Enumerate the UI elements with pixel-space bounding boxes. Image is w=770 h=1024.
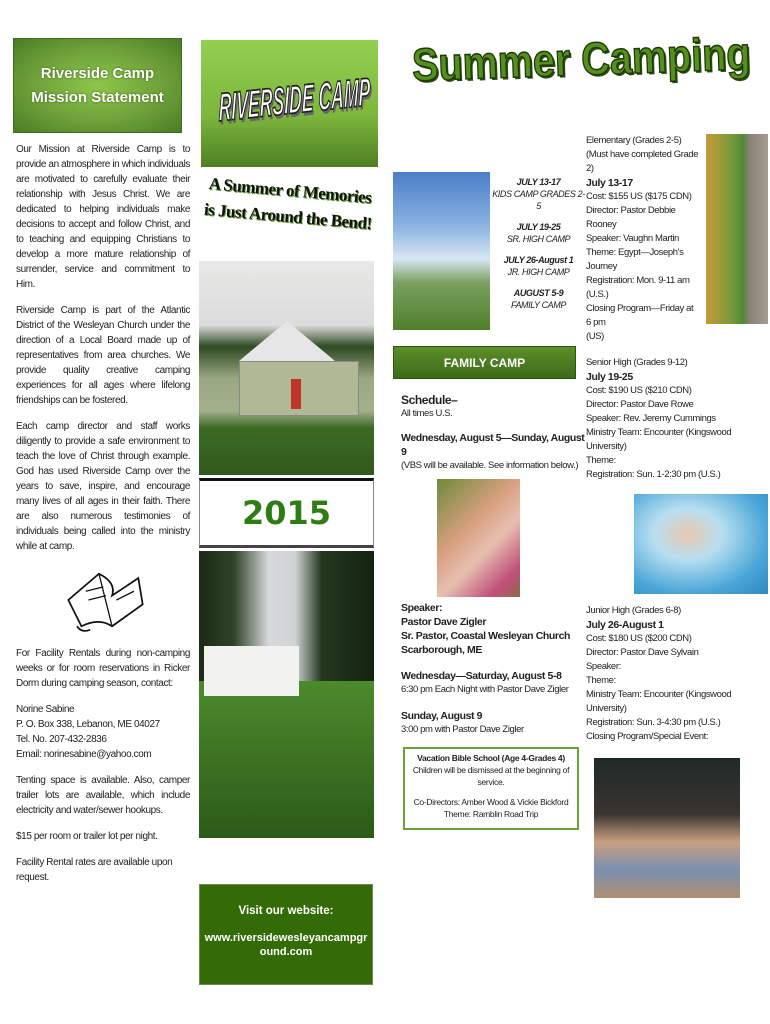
mission-heading-line1: Riverside Camp — [40, 64, 155, 82]
camp-date: AUGUST 5-9 — [513, 288, 564, 298]
camp-name: SR. HIGH CAMP — [506, 234, 571, 244]
dormitory-photo — [199, 551, 374, 838]
camp-date: JULY 19-25 — [516, 222, 561, 232]
vbs-theme: Theme: Ramblin Road Trip — [443, 809, 539, 819]
mission-heading-line2: Mission Statement — [31, 88, 164, 106]
mission-paragraph: Our Mission at Riverside Camp is to provide an atmosphere in which individuals are motivated to carefully evaluate their relationship with Jesus Christ. We are dedicated to helping individuals make decisions to accept and follow Christ, and to teaching and equipping Christians to develop a more mature relationship of surrender, service and commitment to Him. — [16, 144, 190, 290]
family-photo — [437, 479, 520, 597]
contact-name: Norine Sabine — [16, 704, 75, 715]
district-paragraph: Riverside Camp is part of the Atlantic District of the Wesleyan Church under the direction of a Local Board made up of representatives from area churches. We provide quality creative camping experiences for all ages where lifelong friendships can be fostered. — [16, 305, 190, 406]
camp-name: KIDS CAMP GRADES 2-5 — [492, 189, 585, 211]
speaker-role: Sr. Pastor, Coastal Wesleyan Church — [401, 630, 571, 642]
bible-icon — [58, 565, 153, 635]
elementary-info — [586, 134, 768, 344]
year: 2015 — [241, 494, 332, 532]
year-box — [199, 478, 374, 548]
speaker-name: Pastor Dave Zigler — [401, 616, 487, 628]
contact-address: P. O. Box 338, Lebanon, ME 04027 — [16, 719, 160, 730]
senior-high-title: Senior High (Grades 9-12) — [586, 357, 688, 368]
camp-name: JR. HIGH CAMP — [507, 267, 570, 277]
children-running-photo — [393, 172, 490, 330]
detail-line: (US) — [586, 331, 604, 342]
detail-line: Theme: — [586, 675, 616, 686]
senior-high-date: July 19-25 — [586, 371, 633, 383]
left-column — [16, 142, 190, 896]
riverside-camp-title: RIVERSIDE CAMP — [218, 69, 371, 131]
speaker-label: Speaker: — [401, 602, 443, 614]
junior-high-info — [586, 604, 768, 744]
price-text: $15 per room or trailer lot per night. — [16, 831, 158, 842]
riverside-camp-banner — [201, 40, 378, 167]
vbs-dismiss-note: Children will be dismissed at the beginning of service. — [412, 765, 570, 787]
camp-date-jr-high — [492, 254, 585, 278]
sunday-detail: 3:00 pm with Pastor Dave Zigler — [401, 724, 524, 735]
tagline-line1: A Summer of Memories — [208, 173, 373, 208]
detail-line: Ministry Team: Encounter (Kingswood University) — [586, 427, 732, 452]
contact-block — [16, 702, 190, 762]
sunday-heading: Sunday, August 9 — [401, 710, 483, 722]
elementary-title: Elementary (Grades 2-5) — [586, 135, 682, 146]
junior-high-date: July 26-August 1 — [586, 619, 664, 631]
speaker-location: Scarborough, ME — [401, 644, 482, 656]
summer-camping-title: Summer Camping — [411, 26, 752, 91]
detail-line: Theme: — [586, 455, 616, 466]
family-camp-banner — [393, 346, 576, 379]
vbs-box — [403, 747, 579, 830]
vbs-title: Vacation Bible School (Age 4-Grades 4) — [417, 753, 565, 763]
website-label: Visit our website: — [238, 905, 334, 917]
detail-line: Speaker: Rev. Jeremy Cummings — [586, 413, 716, 424]
vbs-note: (VBS will be available. See information below.) — [401, 460, 579, 471]
website-link[interactable]: www.riversidewesleyancampground.com — [204, 932, 368, 958]
family-column — [393, 172, 585, 830]
junior-high-title: Junior High (Grades 6-8) — [586, 605, 681, 616]
contact-phone: Tel. No. 207-432-2836 — [16, 734, 107, 745]
weeknight-heading: Wednesday—Saturday, August 5-8 — [401, 670, 562, 682]
girl-behind-tree-photo — [706, 134, 768, 324]
contact-email[interactable]: Email: norinesabine@yahoo.com — [16, 749, 152, 760]
camp-date-sr-high — [492, 221, 585, 245]
camp-building-photo — [199, 261, 374, 475]
vbs-directors: Co-Directors: Amber Wood & Vickie Bickford — [413, 797, 569, 807]
detail-line: Registration: Sun. 3-4:30 pm (U.S.) — [586, 717, 721, 728]
family-camp-label: FAMILY CAMP — [443, 355, 526, 370]
camp-dates-row — [393, 172, 585, 330]
detail-line: Director: Pastor Debbie Rooney — [586, 205, 676, 230]
detail-line: Theme: Egypt—Joseph's Journey — [586, 247, 684, 272]
detail-line: Registration: Sun. 1-2:30 pm (U.S.) — [586, 469, 721, 480]
camp-dates-list — [492, 172, 585, 320]
detail-line: Director: Pastor Dave Rowe — [586, 399, 694, 410]
speaker-block — [393, 601, 585, 737]
camp-date-family — [492, 287, 585, 311]
kids-swimming-photo — [634, 494, 768, 594]
detail-line: Registration: Mon. 9-11 am (U.S.) — [586, 275, 690, 300]
detail-line: Director: Pastor Dave Sylvain — [586, 647, 699, 658]
detail-line: Cost: $180 US ($200 CDN) — [586, 633, 692, 644]
staff-paragraph: Each camp director and staff works diligently to provide a safe environment to teach the love of Christ through example. God has used Riverside Camp over the years to save, inspire, and encourage many lives of all ages in their faith. There are also numerous testimonies of individuals being called into the ministry while at camp. — [16, 421, 190, 552]
schedule-heading: Schedule– — [401, 393, 458, 407]
detail-line: Ministry Team: Encounter (Kingswood University) — [586, 689, 732, 714]
elementary-date: July 13-17 — [586, 177, 633, 189]
camp-date: JULY 13-17 — [516, 177, 561, 187]
detail-line: Speaker: Vaughn Martin — [586, 233, 679, 244]
times-note: All times U.S. — [401, 408, 453, 419]
tagline-line2: is Just Around the Bend! — [203, 199, 373, 234]
detail-line: Cost: $190 US ($210 CDN) — [586, 385, 692, 396]
detail-line: Cost: $155 US ($175 CDN) — [586, 191, 692, 202]
mission-heading-box — [13, 38, 182, 133]
tenting-text: Tenting space is available. Also, camper trailer lots are available, which include electricity and water/sewer hookups. — [16, 775, 190, 816]
family-schedule — [393, 393, 585, 473]
website-box — [199, 884, 373, 985]
rental-intro: For Facility Rentals during non-camping weeks or for room reservations in Ricker Dorm during camping season, contact: — [16, 648, 190, 689]
family-dates: Wednesday, August 5—Sunday, August 9 — [401, 432, 585, 458]
weeknight-detail: 6:30 pm Each Night with Pastor Dave Zigler — [401, 684, 569, 695]
camp-date: JULY 26-August 1 — [503, 255, 574, 265]
detail-line: Closing Program/Special Event: — [586, 731, 709, 742]
tagline — [198, 170, 380, 237]
senior-high-info — [586, 356, 768, 482]
elementary-requirement: (Must have completed Grade 2) — [586, 149, 699, 174]
camps-column — [586, 134, 768, 898]
detail-line: Speaker: — [586, 661, 621, 672]
camp-date-kids — [492, 176, 585, 212]
camp-name: FAMILY CAMP — [511, 300, 566, 310]
kids-performing-photo — [594, 758, 740, 898]
rates-text: Facility Rental rates are available upon request. — [16, 857, 173, 883]
detail-line: Closing Program—Friday at 6 pm — [586, 303, 694, 328]
